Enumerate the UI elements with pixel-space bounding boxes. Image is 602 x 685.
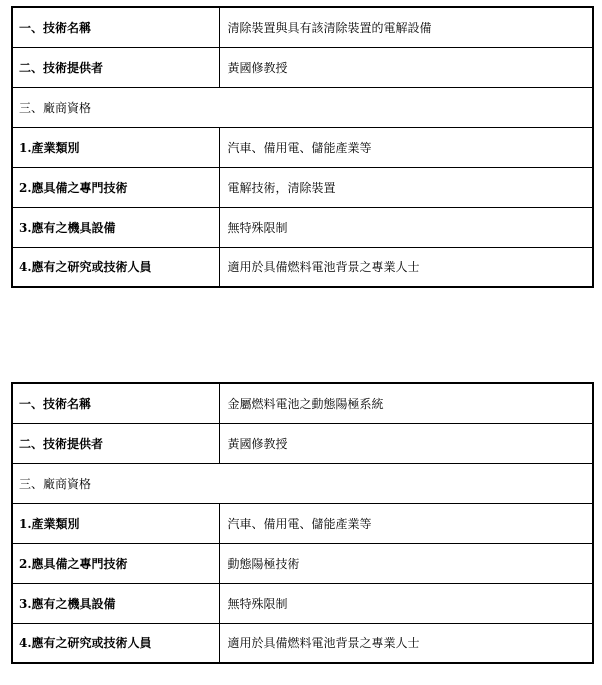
row-label: 1.產業類別: [12, 503, 219, 543]
row-value: 無特殊限制: [219, 207, 593, 247]
row-label: 2.應具備之專門技術: [12, 167, 219, 207]
row-label: 3.應有之機具設備: [12, 583, 219, 623]
row-label: 3.應有之機具設備: [12, 207, 219, 247]
row-label: 1.產業類別: [12, 127, 219, 167]
table-row-expertise: [12, 543, 593, 583]
row-value: 電解技術，清除裝置: [219, 167, 593, 207]
table-row-provider: [12, 47, 593, 87]
row-label: 一、技術名稱: [12, 383, 219, 423]
row-value: 適用於具備燃料電池背景之專業人士: [219, 623, 593, 663]
row-label: 二、技術提供者: [12, 423, 219, 463]
table-row-equipment: [12, 207, 593, 247]
table-row-qualification-header: [12, 463, 593, 503]
row-label: 4.應有之研究或技術人員: [12, 623, 219, 663]
row-value: 適用於具備燃料電池背景之專業人士: [219, 247, 593, 287]
technology-table-1: [11, 6, 594, 288]
row-value: 無特殊限制: [219, 583, 593, 623]
row-label: 2.應具備之專門技術: [12, 543, 219, 583]
table-row-qualification-header: [12, 87, 593, 127]
table-row-tech-name: [12, 383, 593, 423]
row-value: 汽車、備用電、儲能產業等: [219, 127, 593, 167]
row-label: 4.應有之研究或技術人員: [12, 247, 219, 287]
row-label: 一、技術名稱: [12, 7, 219, 47]
section-header: 三、廠商資格: [12, 463, 593, 503]
row-value: 動態陽極技術: [219, 543, 593, 583]
table-row-industry: [12, 503, 593, 543]
table-row-provider: [12, 423, 593, 463]
table-row-personnel: [12, 247, 593, 287]
row-value: 汽車、備用電、儲能產業等: [219, 503, 593, 543]
row-value: 金屬燃料電池之動態陽極系統: [219, 383, 593, 423]
row-value: 黃國修教授: [219, 47, 593, 87]
row-value: 清除裝置與具有該清除裝置的電解設備: [219, 7, 593, 47]
table-row-equipment: [12, 583, 593, 623]
section-header: 三、廠商資格: [12, 87, 593, 127]
row-label: 二、技術提供者: [12, 47, 219, 87]
table-row-expertise: [12, 167, 593, 207]
technology-table-2: [11, 382, 594, 664]
row-value: 黃國修教授: [219, 423, 593, 463]
table-row-tech-name: [12, 7, 593, 47]
table-row-personnel: [12, 623, 593, 663]
table-row-industry: [12, 127, 593, 167]
